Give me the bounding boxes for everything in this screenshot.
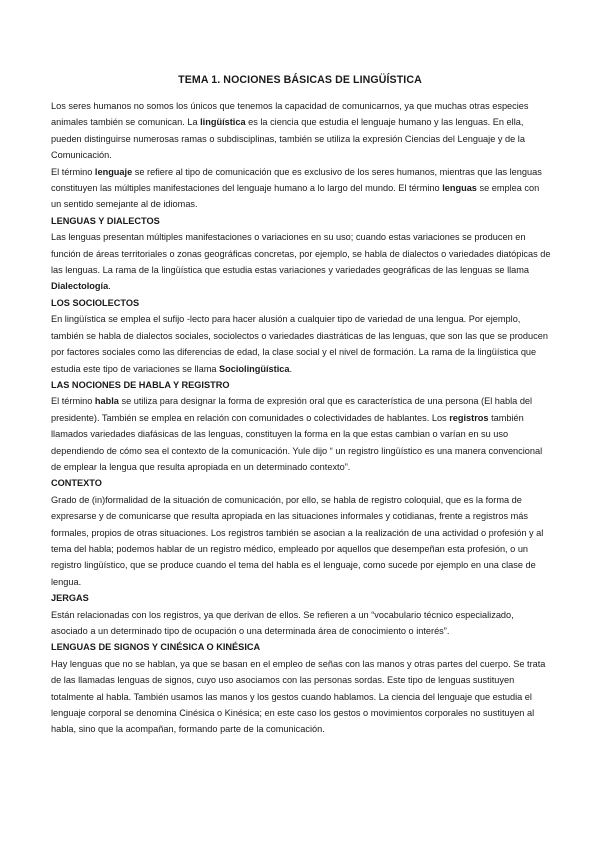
term-sociolinguistica: Sociolingüística xyxy=(219,363,290,374)
intro-paragraph-1: Los seres humanos no somos los únicos que tenemos la capacidad de comunicarnos, ya que muchas otras especies animales también se comunican. La lingüística es la ciencia que estudia el lenguaje humano y las lenguas. En ella, pueden distinguirse numerosas ramas o subdisciplinas, también se utiliza la expresión Ciencias del Lenguaje y de la Comunicación. xyxy=(51,101,529,161)
document-body xyxy=(51,98,551,738)
heading-jergas: JERGAS xyxy=(51,593,89,604)
heading-contexto: CONTEXTO xyxy=(51,478,102,489)
paragraph-jergas: Están relacionadas con los registros, ya que derivan de ellos. Se refieren a un “vocabulario técnico especializado, asociado a un determinado tipo de ocupación o una determinada área de conocimiento o interés”. xyxy=(51,609,514,636)
paragraph-sociolectos: En lingüística se emplea el sufijo -lecto para hacer alusión a cualquier tipo de variedad de una lengua. Por ejemplo, también se habla de dialectos sociales, sociolectos o variedades diastráticas de las lenguas, que son las que se producen por factores sociales como las diferencias de edad, la clase social y el nivel de formación. La rama de la lingüística que estudia este tipo de variaciones se llama Sociolingüística. xyxy=(51,314,548,374)
term-habla: habla xyxy=(94,396,119,407)
heading-lenguas-dialectos: LENGUAS Y DIALECTOS xyxy=(51,215,160,226)
paragraph-signos: Hay lenguas que no se hablan, ya que se basan en el empleo de señas con las manos y otras partes del cuerpo. Se trata de las llamadas lenguas de signos, cuyo uso asociamos con las personas sordas. Este tipo de lenguas sustituyen totalmente al habla. También usamos las manos y los gestos cuando hablamos. La ciencia del lenguaje que estudia el lenguaje corporal se denomina Cinésica o Kinésica; en este caso los gestos o movimientos corporales no sustituyen al habla, sino que la acompañan, formando parte de la comunicación. xyxy=(51,658,546,735)
term-registros: registros xyxy=(449,412,489,423)
term-dialectologia: Dialectología xyxy=(51,281,109,292)
term-lenguas: lenguas xyxy=(442,183,477,194)
term-lenguaje: lenguaje xyxy=(94,166,133,177)
heading-sociolectos: LOS SOCIOLECTOS xyxy=(51,297,140,308)
page-title: TEMA 1. NOCIONES BÁSICAS DE LINGÜÍSTICA xyxy=(178,74,422,86)
intro-paragraph-2: El término lenguaje se refiere al tipo de comunicación que es exclusivo de los seres humanos, mientras que las lenguas constituyen las múltiples manifestaciones del lenguaje humano a lo largo del mundo. El término lenguas se emplea con un sentido semejante al de idiomas. xyxy=(51,166,542,210)
heading-habla-registro: LAS NOCIONES DE HABLA Y REGISTRO xyxy=(51,379,230,390)
paragraph-dialectos: Las lenguas presentan múltiples manifestaciones o variaciones en su uso; cuando estas variaciones se producen en función de áreas territoriales o zonas geográficas concretas, por ejemplo, se habla de dialectos o variedades diatópicas de las lenguas. La rama de la lingüística que estudia estas variaciones y variedades geográficas de las lenguas se llama Dialectología. xyxy=(51,232,551,292)
paragraph-habla: El término habla se utiliza para designar la forma de expresión oral que es característica de una persona (El habla del presidente). También se emplea en relación con comunidades o colectividades de hablantes. Los registros también llamados variedades diafásicas de las lenguas, constituyen la forma en la que estas cambian o varían en su uso dependiendo de cómo sea el contexto de la comunicación. Yule dijo “ un registro lingüístico es una manera convencional de emplear la lengua que resulta apropiada en un determinado contexto”. xyxy=(51,396,543,472)
paragraph-contexto: Grado de (in)formalidad de la situación de comunicación, por ello, se habla de registro coloquial, que es la forma de expresarse y de comunicarse que resulta apropiada en las situaciones informales y cotidianas, frente a registros más formales, propios de otras situaciones. Los registros también se asocian a la realización de una actividad o profesión y al tema del habla; podemos hablar de un registro médico, empleado por aquellos que desempeñan esta profesión, o un registro lingüístico, que se produce cuando el tema del habla es el lenguaje, como sucede por ejemplo en una clase de lengua. xyxy=(51,494,544,587)
term-linguistica: lingüística xyxy=(200,117,246,128)
heading-lenguas-signos: LENGUAS DE SIGNOS Y CINÉSICA O KINÉSICA xyxy=(51,642,261,653)
